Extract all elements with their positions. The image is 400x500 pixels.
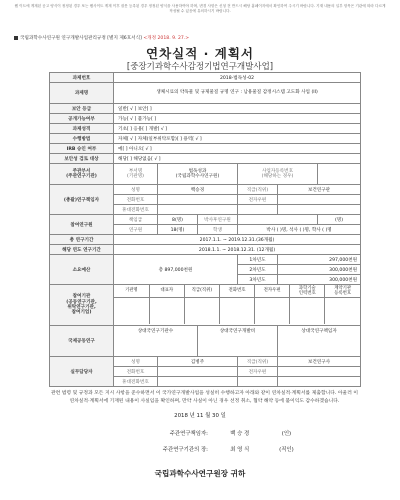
budget-year: 3차년도 [238, 275, 278, 285]
staff-cell [238, 377, 278, 387]
institution-col-2 [158, 164, 238, 185]
signer-role: 주관연구책임자: [169, 431, 208, 437]
partners-header: 직급(직위) [184, 285, 219, 298]
staff-cell: 직급(직위) [238, 357, 278, 367]
researchers-label: 참여연구원 [50, 215, 114, 235]
task-nature-value: 기초[ ] 응용[ ] 개발[ √ ] [114, 124, 361, 134]
partners-header-text: 과학기술 인력번호 [298, 285, 316, 296]
partners-header [290, 285, 325, 298]
lead-cell: 직급(직위) [238, 185, 278, 195]
staff-cell: 전화번호 [114, 367, 158, 377]
partners-header: 전화번호 [219, 285, 254, 298]
year-period-label: 해당 연도 연구기간 [50, 245, 114, 255]
institution-col-3 [238, 164, 318, 185]
lead-cell [158, 205, 238, 215]
signer-role: 주관연구기관의 장: [162, 447, 208, 453]
task-nature-label: 과제성격 [50, 124, 114, 134]
year-period-value: 2018.1.1. ~ 2018.12.31. (12개월) [114, 245, 361, 255]
task-name-label: 과제명 [50, 83, 114, 104]
document-subtitle: [중장기과학수사감정기법연구개발사업] [126, 62, 274, 72]
staff-cell: 성명 [114, 357, 158, 367]
square-bullet-icon [14, 36, 18, 40]
lead-cell [158, 195, 238, 205]
submission-date: 2018 년 11 월 30 일 [174, 413, 226, 419]
task-no-value: 2018-법독성-02 [114, 73, 361, 83]
researchers-cell: 8(명) [158, 215, 198, 225]
document-title: 연차실적 · 계획서 [146, 46, 254, 61]
task-name-value: 생체시료의 약독물 및 규제물질 규명 연구 : 남용물질 감정시스템 고도화 사업 (II) [114, 83, 361, 104]
partners-label [50, 285, 114, 326]
budget-total: 총 897,000천원 [114, 255, 238, 285]
institution-cell-text: 사업자등록번호 (해당하는 경우) [261, 168, 294, 179]
total-period-label: 총 연구기간 [50, 235, 114, 245]
partners-header: 기관명 [114, 285, 149, 298]
lead-cell: 보건연구관 [278, 185, 361, 195]
irb-value: 예[ ] 아니오[ √ ] [114, 144, 361, 154]
partners-empty-cell [184, 298, 219, 325]
staff-cell [278, 377, 361, 387]
institution-col-1 [114, 164, 158, 185]
researchers-cell: 박사 ( )명, 석사 ( )명, 학사 ( )명 [238, 225, 361, 235]
lead-label: (총괄)연구책임자 [50, 185, 114, 215]
signature-line-pi [140, 429, 340, 437]
partners-header: 전자우편 [255, 285, 290, 298]
partners-empty-cell [290, 298, 325, 325]
signer-name: 백 승 경 [230, 431, 250, 437]
researchers-cell: 학생 [198, 225, 238, 235]
institution-cell-text: 부서명 (기관명) [127, 168, 144, 179]
lead-cell [278, 195, 361, 205]
researchers-cell: (명) [318, 215, 361, 225]
domestic-item: 상대국연구기관수 [114, 326, 198, 357]
exec-type-label: 수행방법 [50, 134, 114, 144]
staff-cell: 휴대전화번호 [114, 377, 158, 387]
domestic-item: 상대국연구개발비 [198, 326, 278, 357]
seal-mark: (인) [281, 431, 292, 437]
partners-header: 대표자 [149, 285, 184, 298]
security-target-label: 보안성 검토 대상 [50, 154, 114, 164]
partners-empty-cell [325, 298, 360, 325]
security-target-value: 해당[ ] 해당없음[ √ ] [114, 154, 361, 164]
partners-cell [114, 285, 361, 326]
researchers-cell: 18(명) [158, 225, 198, 235]
lead-cell: 휴대전화번호 [114, 205, 158, 215]
exec-type-value: 자체[ √ ] 자체(일부위탁포함)[ ] 용역[ √ ] [114, 134, 361, 144]
signature-line-head [140, 445, 340, 453]
lead-cell [278, 205, 361, 215]
staff-cell: 보건연구사 [278, 357, 361, 367]
researchers-cell [238, 215, 318, 225]
institution-label-text: 주관부서 (주관연구기관) [66, 168, 97, 179]
budget-amount: 300,000천원 [278, 275, 361, 285]
partners-empty-cell [114, 298, 149, 325]
disclosure-value: 가능[ √ ] 불가능[ ] [114, 114, 361, 124]
budget-amount: 300,000천원 [278, 265, 361, 275]
signer-name: 최 영 식 [230, 447, 250, 453]
lead-cell: 전자우편 [238, 195, 278, 205]
budget-year: 1차년도 [238, 255, 278, 265]
partners-label-text: 참여기관 (공동연구기관, 위탁연구기관, 참여기업) [66, 294, 97, 316]
revision-note: <개정 2018. 9. 27.> [143, 36, 190, 41]
lead-cell [238, 205, 278, 215]
addressee: 국립과학수사연구원장 귀하 [154, 469, 246, 478]
regulation-text: 국립과학수사연구원 연구개발사업관리규정 [별지 제6호서식] [20, 36, 142, 41]
seal-mark: (직인) [279, 447, 294, 453]
institution-col-4 [318, 164, 361, 185]
staff-cell [278, 367, 361, 377]
institution-cell-text: 법독성과 (국립과학수사연구원) [175, 168, 220, 179]
researchers-cell: 연구원 [114, 225, 158, 235]
task-no-label: 과제번호 [50, 73, 114, 83]
total-period-value: 2017.1.1. ~ 2019.12.31.(36개월) [114, 235, 361, 245]
regulation-line [14, 35, 189, 41]
partners-empty-cell [149, 298, 184, 325]
lead-cell: 성명 [114, 185, 158, 195]
lead-cell: 전화번호 [114, 195, 158, 205]
declaration-statement: 관련 법령 및 규정과 모든 지시 사항을 준수하면서 이 국가연구개발사업을 성실히 수행하고자 아래와 같이 연차실적·계획서를 제출합니다. 아울러 이 연차실적·계획서에 기재된 내용이 사실임을 확인하며, 만약 사실이 아닌 경우 선정 취소, 협약 해약 등에 불이익도 감수하겠습니다. [50, 391, 358, 404]
staff-cell: 전자우편 [238, 367, 278, 377]
security-label: 보안 등급 [50, 104, 114, 114]
lead-cell: 백승경 [158, 185, 238, 195]
partners-table [114, 285, 360, 324]
top-notice: 웹 이트에 게재된 공고 양식이 정정된 경우 또는 웹사이트 게재 이후 잘못 등록된 경우 정정된 양식을 사용하여야 하며, 변경 사항은 신청 전 반드시 해당 홈페이지에서 확인하여 주시기 바랍니다. 기재 내용의 일부 항목은 기관에 따라 다르게 작성될 수 있음에 유의하시기 바랍니다. [14, 4, 386, 13]
report-form [49, 72, 361, 387]
budget-label: 소요예산 [50, 255, 114, 285]
partners-empty-cell [219, 298, 254, 325]
partners-empty-cell [255, 298, 290, 325]
researchers-cell: 박사후연구원 [198, 215, 238, 225]
staff-cell [158, 367, 238, 377]
domestic-item: 상대국연구책임자 [278, 326, 361, 357]
partners-header-text: 계약기관 등록번호 [334, 285, 352, 296]
security-value: 일반[ √ ] 보안[ ] [114, 104, 361, 114]
domestic-label: 국제공동연구 [50, 326, 114, 357]
budget-amount: 297,000천원 [278, 255, 361, 265]
disclosure-label: 공개가능여부 [50, 114, 114, 124]
researchers-cell: 책임급 [114, 215, 158, 225]
staff-cell [158, 377, 238, 387]
institution-label [50, 164, 114, 185]
staff-cell: 김병주 [158, 357, 238, 367]
irb-label: IRB 승인 여부 [50, 144, 114, 154]
partners-header [325, 285, 360, 298]
staff-label: 실무담당자 [50, 357, 114, 387]
budget-year: 2차년도 [238, 265, 278, 275]
